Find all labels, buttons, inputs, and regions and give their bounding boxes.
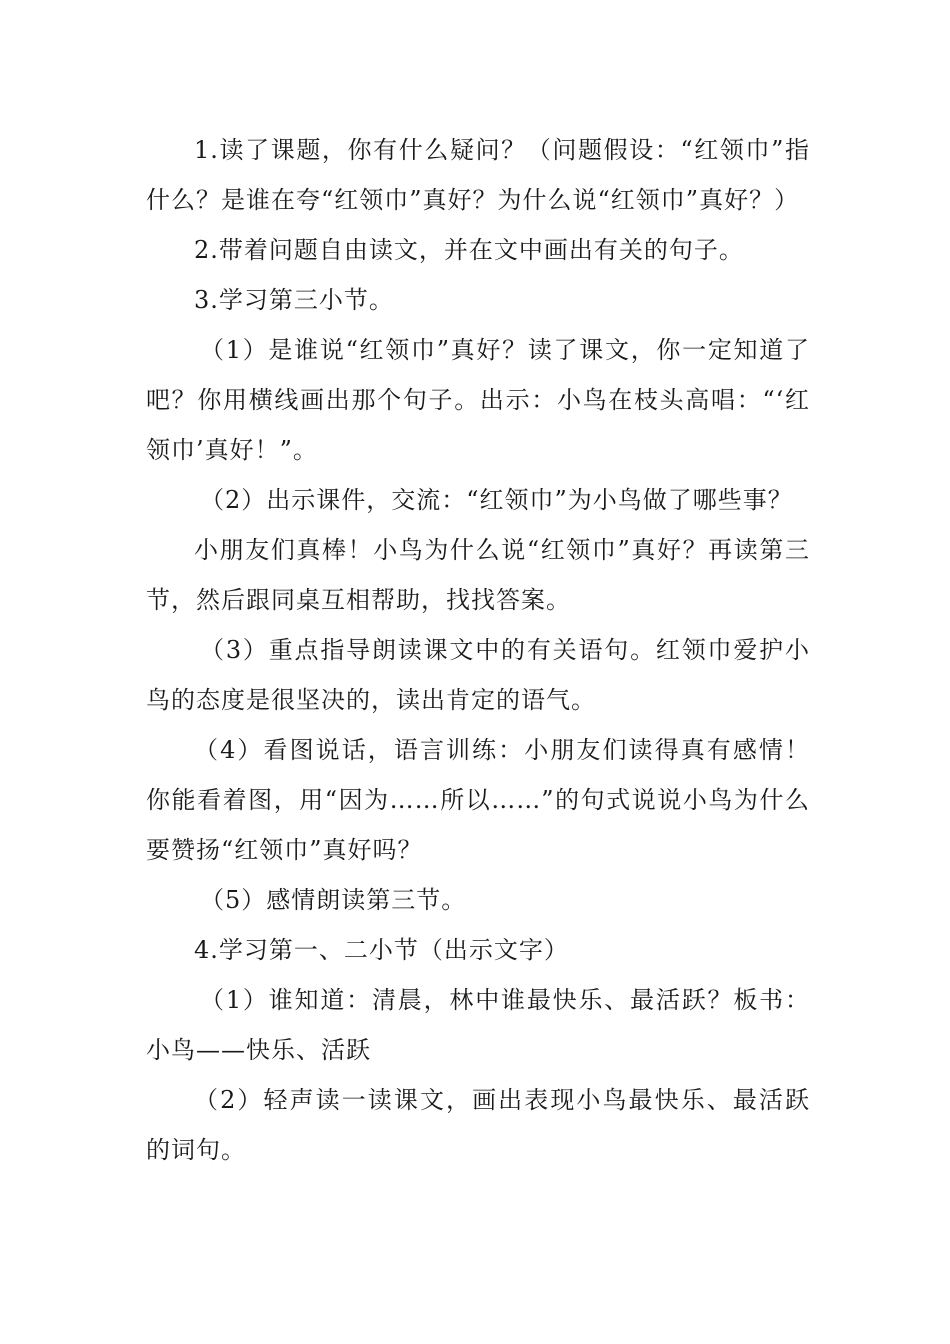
paragraph-substep-2: （2）轻声读一读课文，画出表现小鸟最快乐、最活跃的词句。	[146, 1086, 810, 1164]
paragraph-praise: 小朋友们真棒！小鸟为什么说“红领巾”真好？再读第三节，然后跟同桌互相帮助，找找答案。	[146, 536, 810, 614]
paragraph-step-2: （2）出示课件，交流：“红领巾”为小鸟做了哪些事？	[200, 486, 793, 514]
paragraph-step-1: （1）是谁说“红领巾”真好？读了课文，你一定知道了吧？你用横线画出那个句子。出示：小鸟在枝头高唱：“‘红领巾’真好！”。	[146, 336, 810, 464]
document-body	[146, 125, 810, 1175]
paragraph-step-5: （5）感情朗读第三节。	[200, 886, 467, 914]
paragraph-section-one-two-heading: 4.学习第一、二小节（出示文字）	[194, 936, 569, 964]
paragraph-question-intro: 1.读了课题，你有什么疑问？（问题假设：“红领巾”指什么？是谁在夸“红领巾”真好？为什么说“红领巾”真好？）	[146, 136, 810, 214]
paragraph-step-4: （4）看图说话，语言训练：小朋友们读得真有感情！你能看着图，用“因为……所以……”的句式说说小鸟为什么要赞扬“红领巾”真好吗？	[146, 736, 810, 864]
paragraph-section-three-heading: 3.学习第三小节。	[194, 286, 394, 314]
paragraph-free-reading: 2.带着问题自由读文，并在文中画出有关的句子。	[194, 236, 744, 264]
paragraph-step-3: （3）重点指导朗读课文中的有关语句。红领巾爱护小鸟的态度是很坚决的，读出肯定的语气。	[146, 636, 810, 714]
paragraph-substep-1: （1）谁知道：清晨，林中谁最快乐、最活跃？板书：小鸟——快乐、活跃	[146, 986, 810, 1064]
